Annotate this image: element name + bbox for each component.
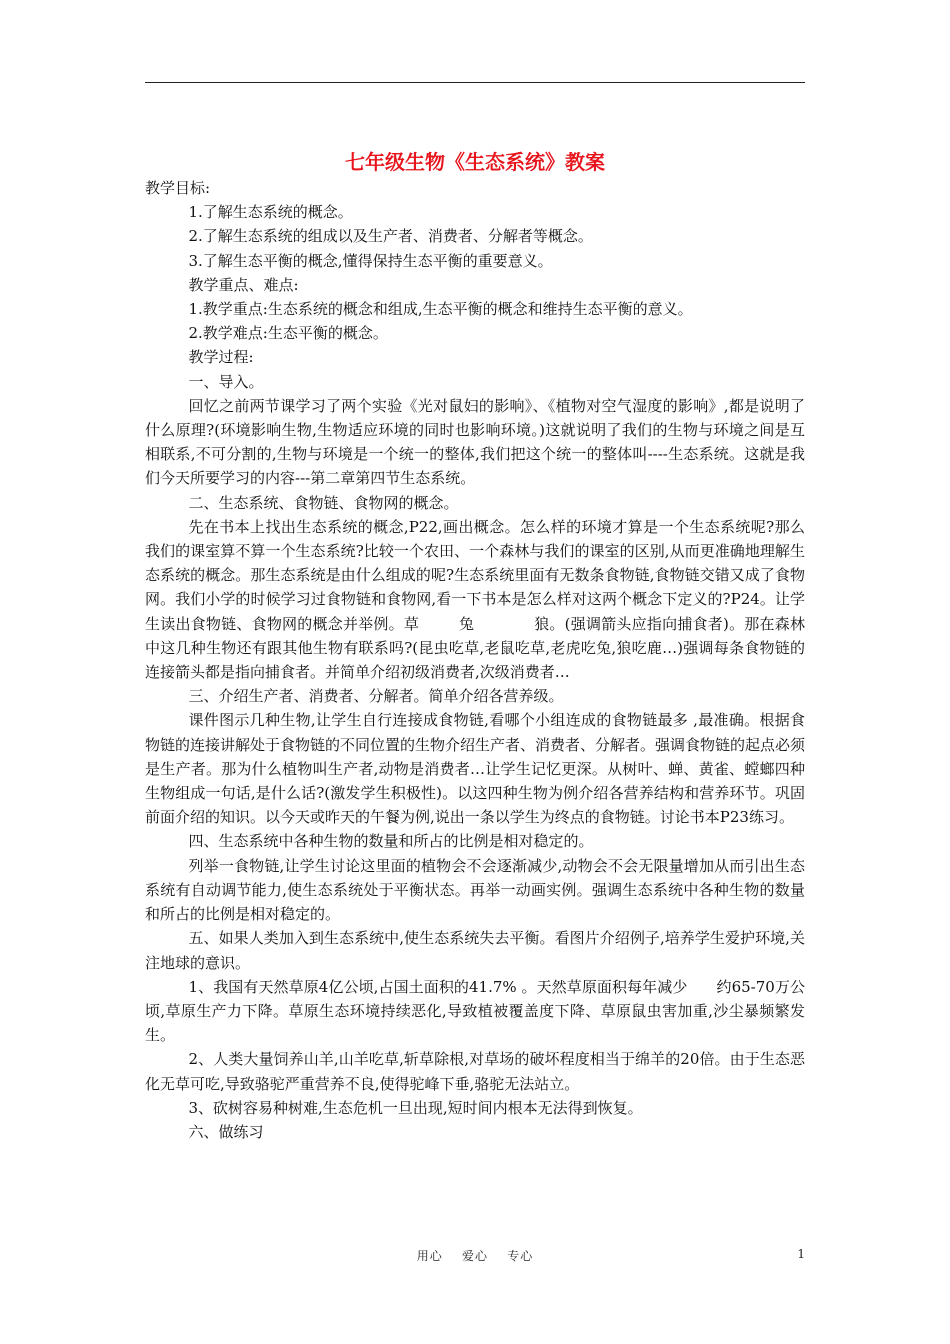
example-paragraph: 1、我国有天然草原4亿公顷,占国土面积的41.7% 。天然草原面积每年减少 约65-70万公顷,草原生产力下降。草原生态环境持续恶化,导致植被覆盖度下降、草原鼠虫害加重,沙尘暴频繁发生。: [145, 977, 805, 1045]
objective-item: 3.了解生态平衡的概念,懂得保持生态平衡的重要意义。: [188, 251, 553, 270]
body-paragraph: 回忆之前两节课学习了两个实验《光对鼠妇的影响》、《植物对空气湿度的影响》,都是说明了什么原理?(环境影响生物,生物适应环境的同时也影响环境。)这就说明了我们的生物与环境之间是互相联系,不可分割的,生物与环境是一个统一的整体,我们把这个统一的整体叫----生态系统。这就是我们今天所要学习的内容---第二章第四节生态系统。: [145, 396, 805, 488]
document-body: [145, 176, 805, 1144]
body-paragraph: 先在书本上找出生态系统的概念,P22,画出概念。怎么样的环境才算是一个生态系统呢?那么我们的课室算不算一个生态系统?比较一个农田、一个森林与我们的课室的区别,从而更准确地理解生态系统的概念。那生态系统是由什么组成的呢?生态系统里面有无数条食物链,食物链交错又成了食物网。我们小学的时候学习过食物链和食物网,看一下书本是怎么样对这两个概念下定义的?P24。让学生读出食物链、食物网的概念并举例。草 兔 狼。(强调箭头应指向捕食者)。那在森林中这几种生物还有跟其他生物有联系吗?(昆虫吃草,老鼠吃草,老虎吃兔,狼吃鹿…)强调每条食物链的连接箭头都是指向捕食者。并简单介绍初级消费者,次级消费者…: [145, 517, 805, 682]
step-heading: 二、生态系统、食物链、食物网的概念。: [188, 493, 459, 512]
body-paragraph: 列举一食物链,让学生讨论这里面的植物会不会逐渐减少,动物会不会无限量增加从而引出生态系统有自动调节能力,使生态系统处于平衡状态。再举一动画实例。强调生态系统中各种生物的数量和所占的比例是相对稳定的。: [145, 856, 805, 924]
key-point-item: 1.教学重点:生态系统的概念和组成,生态平衡的概念和维持生态平衡的意义。: [188, 300, 693, 319]
page-footer: [145, 1247, 805, 1267]
step-heading: 六、做练习: [188, 1122, 264, 1141]
section-heading-objectives: 教学目标:: [145, 179, 211, 197]
step-heading: 三、介绍生产者、消费者、分解者。简单介绍各营养级。: [188, 687, 564, 706]
section-heading-key-points: 教学重点、难点:: [188, 275, 299, 294]
page-number: 1: [797, 1247, 805, 1261]
step-heading: 五、如果人类加入到生态系统中,使生态系统失去平衡。看图片介绍例子,培养学生爱护环境,关注地球的意识。: [145, 929, 805, 972]
header-rule: [145, 82, 805, 83]
step-heading: 一、导入。: [188, 372, 264, 391]
key-point-item: 2.教学难点:生态平衡的概念。: [188, 324, 388, 343]
section-heading-process: 教学过程:: [188, 348, 254, 367]
body-paragraph: 课件图示几种生物,让学生自行连接成食物链,看哪个小组连成的食物链最多 ,最准确。根据食物链的连接讲解处于食物链的不同位置的生物介绍生产者、消费者、分解者。强调食物链的起点必须是生产者。那为什么植物叫生产者,动物是消费者…让学生记忆更深。从树叶、蝉、黄雀、螳螂四种生物组成一句话,是什么话?(激发学生积极性)。以这四种生物为例介绍各营养结构和营养环节。巩固前面介绍的知识。以今天或昨天的午餐为例,说出一条以学生为终点的食物链。讨论书本P23练习。: [145, 711, 806, 827]
example-paragraph: 2、人类大量饲养山羊,山羊吃草,斩草除根,对草场的破坏程度相当于绵羊的20倍。由于生态恶化无草可吃,导致骆驼严重营养不良,使得驼峰下垂,骆驼无法站立。: [145, 1050, 805, 1093]
example-paragraph: 3、砍树容易种树难,生态危机一旦出现,短时间内根本无法得到恢复。: [188, 1098, 643, 1117]
document-title: 七年级生物《生态系统》教案: [345, 150, 605, 174]
step-heading: 四、生态系统中各种生物的数量和所占的比例是相对稳定的。: [188, 832, 594, 851]
objective-item: 2.了解生态系统的组成以及生产者、消费者、分解者等概念。: [188, 227, 593, 246]
footer-motto: 用心 爱心 专心: [416, 1249, 534, 1263]
objective-item: 1.了解生态系统的概念。: [188, 203, 353, 222]
